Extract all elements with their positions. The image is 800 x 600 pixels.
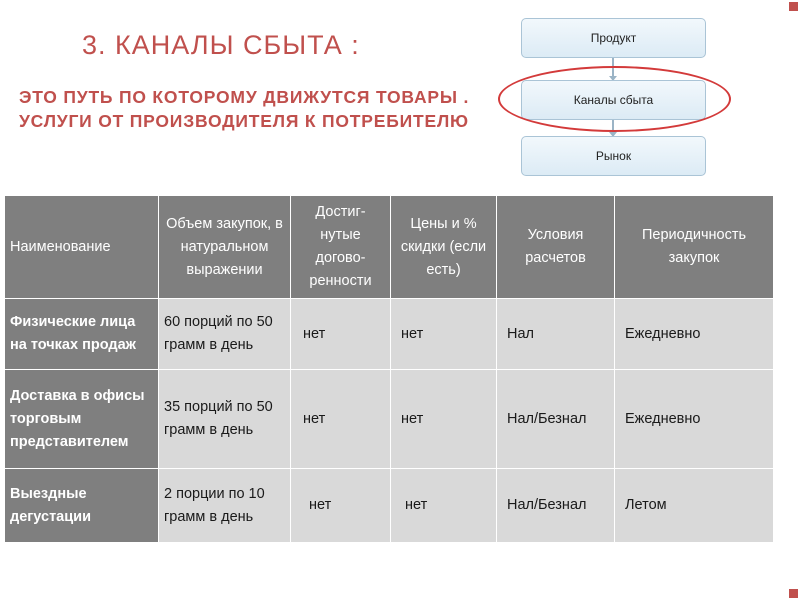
cell-prices: нет bbox=[391, 469, 497, 543]
sales-channels-table bbox=[4, 195, 774, 543]
table-row bbox=[5, 299, 774, 370]
cell-volume: 35 порций по 50 грамм в день bbox=[159, 370, 291, 469]
cell-volume: 2 порции по 10 грамм в день bbox=[159, 469, 291, 543]
header-frequency: Периодичность закупок bbox=[615, 196, 774, 299]
header-prices: Цены и % скидки (если есть) bbox=[391, 196, 497, 299]
cell-payment: Нал/Безнал bbox=[497, 370, 615, 469]
flow-box-channels: Каналы сбыта bbox=[521, 80, 706, 120]
cell-payment: Нал bbox=[497, 299, 615, 370]
header-name: Наименование bbox=[5, 196, 159, 299]
cell-agreements: нет bbox=[291, 370, 391, 469]
header-payment: Условия расчетов bbox=[497, 196, 615, 299]
flow-box-product: Продукт bbox=[521, 18, 706, 58]
cell-frequency: Ежедневно bbox=[615, 370, 774, 469]
corner-mark-bottom bbox=[789, 589, 798, 598]
slide-subtitle: ЭТО ПУТЬ ПО КОТОРОМУ ДВИЖУТСЯ ТОВАРЫ . УСЛУГИ ОТ ПРОИЗВОДИТЕЛЯ К ПОТРЕБИТЕЛЮ bbox=[19, 87, 470, 131]
flow-box-market: Рынок bbox=[521, 136, 706, 176]
corner-mark-top bbox=[789, 2, 798, 11]
highlight-ellipse bbox=[498, 66, 731, 132]
cell-frequency: Ежедневно bbox=[615, 299, 774, 370]
cell-name: Доставка в офисы торговым представителем bbox=[5, 370, 159, 469]
cell-agreements: нет bbox=[291, 299, 391, 370]
cell-volume: 60 порций по 50 грамм в день bbox=[159, 299, 291, 370]
cell-payment: Нал/Безнал bbox=[497, 469, 615, 543]
cell-agreements: нет bbox=[291, 469, 391, 543]
header-agreements: Достиг-нутые догово-ренности bbox=[291, 196, 391, 299]
cell-prices: нет bbox=[391, 299, 497, 370]
cell-name: Выездные дегустации bbox=[5, 469, 159, 543]
table-header-row bbox=[5, 196, 774, 299]
table-row bbox=[5, 469, 774, 543]
cell-frequency: Летом bbox=[615, 469, 774, 543]
cell-name: Физические лица на точках продаж bbox=[5, 299, 159, 370]
slide-title: 3. КАНАЛЫ СБЫТА : bbox=[82, 30, 360, 60]
cell-prices: нет bbox=[391, 370, 497, 469]
table-row bbox=[5, 370, 774, 469]
header-volume: Объем закупок, в натуральном выражении bbox=[159, 196, 291, 299]
